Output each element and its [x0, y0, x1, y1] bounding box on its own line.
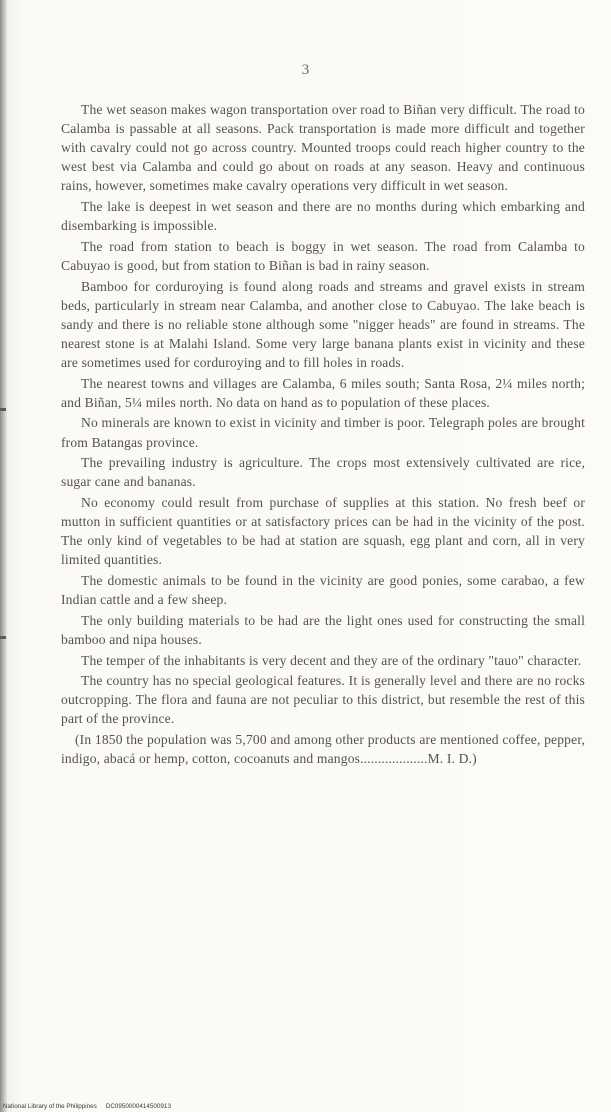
page-number: 3	[301, 62, 310, 78]
paragraph-geology: The country has no special geological features. It is generally level and there are no rocks outcropping. The flora and fauna are not peculiar to this district, but resemble the rest of this part of the province.	[61, 673, 585, 727]
paragraph-minerals: No minerals are known to exist in vicinity and timber is poor. Telegraph poles are brought from Batangas province.	[61, 415, 585, 450]
paragraph-transportation: The wet season makes wagon transportation over road to Biñan very difficult. The road to Calamba is passable at all seasons. Pack transportation is made more difficult and together with cavalry could not go across country. Mounted troops could reach higher country to the west best via Calamba and could go about on roads at any season. Heavy and continuous rains, however, sometimes make cavalry operations very difficult in wet season.	[61, 102, 585, 194]
binding-edge	[0, 0, 7, 1112]
paragraph-population-note: (In 1850 the population was 5,700 and among other products are mentioned coffee, pepper, indigo, abacá or hemp, cotton, cocoanuts and mangos...................M. I. D.)	[61, 732, 585, 767]
footer-code: DC0950000414500913	[105, 1103, 171, 1110]
binding-mark	[0, 408, 6, 411]
paragraph-materials: Bamboo for corduroying is found along roads and streams and gravel exists in stream beds, particularly in stream near Calamba, and another close to Cabuyao. The lake beach is sandy and there is no reliable stone although some "nigger heads" are found in streams. The nearest stone is at Malahi Island. Some very large banana plants exist in vicinity and these are sometimes used for corduroying and to fill holes in roads.	[61, 278, 585, 370]
paragraph-animals: The domestic animals to be found in the vicinity are good ponies, some carabao, a few Indian cattle and a few sheep.	[61, 573, 585, 608]
footer	[3, 1103, 180, 1110]
paragraph-building-materials: The only building materials to be had are the light ones used for constructing the small bamboo and nipa houses.	[61, 612, 585, 647]
paragraph-towns: The nearest towns and villages are Calamba, 6 miles south; Santa Rosa, 2¼ miles north; and Biñan, 5¼ miles north. No data on hand as to population of these places.	[61, 375, 585, 410]
footer-library: National Library of the Philippines	[3, 1103, 97, 1110]
paragraph-lake: The lake is deepest in wet season and there are no months during which embarking and disembarking is impossible.	[61, 199, 585, 234]
paragraph-roads: The road from station to beach is boggy in wet season. The road from Calamba to Cabuyao is good, but from station to Biñan is bad in rainy season.	[61, 238, 585, 273]
paragraph-inhabitants: The temper of the inhabitants is very decent and they are of the ordinary "tauo" character.	[81, 652, 582, 668]
binding-mark	[0, 636, 6, 639]
paragraph-industry: The prevailing industry is agriculture. The crops most extensively cultivated are rice, sugar cane and bananas.	[61, 455, 585, 490]
body-text	[61, 100, 585, 770]
paragraph-economy: No economy could result from purchase of supplies at this station. No fresh beef or mutton in sufficient quantities or at satisfactory prices can be had in the vicinity of the post. The only kind of vegetables to be had at station are squash, egg plant and corn, all in very limited quantities.	[61, 495, 585, 568]
